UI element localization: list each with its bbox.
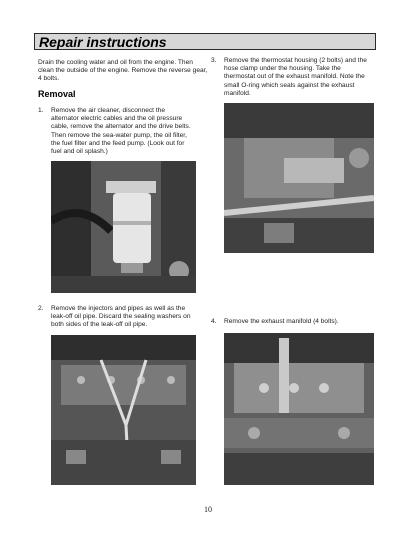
step-line: hose clamp under the housing. Take the [224, 65, 341, 73]
intro-text: Drain the cooling water and oil from the engine. Then clean the outside of the engine. Remove the reverse gear, 4 bolts. [38, 59, 208, 83]
fuel-filter-illustration [51, 161, 196, 293]
step-text [51, 305, 191, 330]
step-line: Remove the thermostat housing (2 bolts) and the [224, 57, 367, 64]
step-line: cable, remove the alternator and the drive belts. [51, 123, 191, 131]
step-line: Then remove the sea-water pump, the oil filter, [51, 131, 187, 139]
injectors-photo [51, 335, 196, 485]
fuel-filter-photo [51, 161, 196, 293]
step-line: leak-off oil pipe. Discard the sealing washers on [51, 313, 191, 321]
step-line: thermostat out of the exhaust manifold. Note the [224, 73, 365, 81]
step-number: 4. [211, 318, 217, 325]
page-number: 10 [204, 505, 212, 514]
step-line: Remove the air cleaner, disconnect the [51, 107, 165, 114]
step-line: fuel and oil splash.) [51, 148, 108, 156]
thermostat-housing-photo [224, 103, 374, 253]
injectors-illustration [51, 335, 196, 485]
step-line: both sides of the leak-off oil pipe. [51, 321, 148, 329]
step-3 [211, 57, 381, 101]
step-line: small O-ring which seals against the exhaust [224, 81, 355, 89]
intro-paragraph [38, 59, 208, 84]
step-number: 2. [38, 305, 44, 312]
step-text [224, 57, 367, 98]
step-text [51, 107, 191, 156]
step-line: the fuel filter and the feed pump. (Look out for [51, 139, 185, 147]
step-line: Remove the injectors and pipes as well as the [51, 305, 186, 312]
step-line: Remove the exhaust manifold (4 bolts). [224, 318, 339, 325]
step-1 [38, 107, 213, 159]
exhaust-manifold-illustration [224, 333, 374, 485]
exhaust-manifold-photo [224, 333, 374, 485]
thermostat-illustration [224, 103, 374, 253]
step-line: manifold. [224, 89, 251, 97]
section-title: Repair instructions [39, 34, 167, 50]
step-line: alternator electric cables and the oil pressure [51, 115, 183, 123]
step-number: 1. [38, 107, 44, 114]
step-2 [38, 305, 213, 331]
step-4 [211, 318, 381, 328]
step-text [224, 318, 339, 326]
step-number: 3. [211, 57, 217, 64]
section-title-bar [34, 33, 376, 50]
removal-heading: Removal [38, 89, 76, 99]
